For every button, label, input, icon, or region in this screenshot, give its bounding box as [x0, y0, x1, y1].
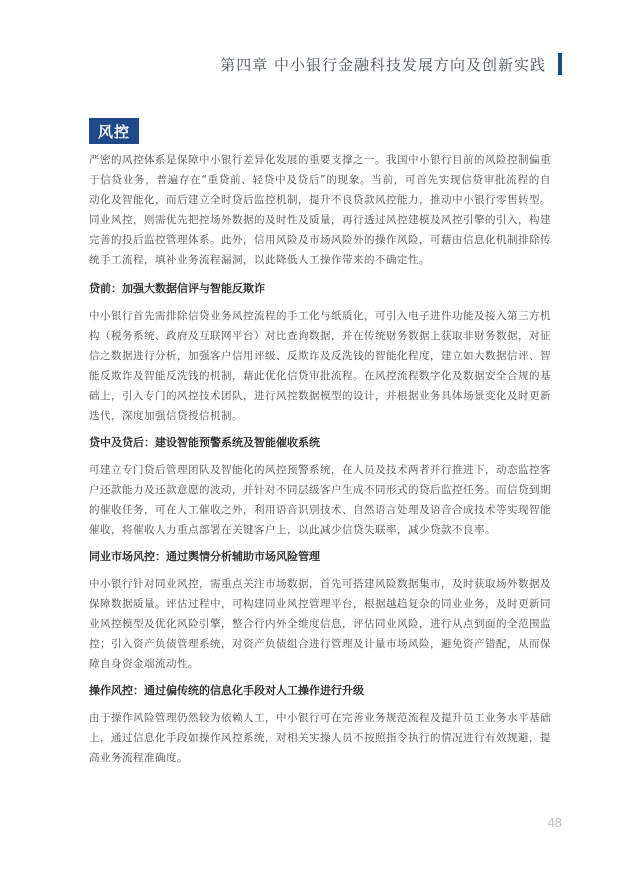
chapter-accent-bar [558, 53, 562, 75]
section-tag: 风控 [89, 118, 139, 144]
intro-paragraph: 严密的风控体系是保障中小银行差异化发展的重要支撑之一。我国中小银行目前的风险控制偏重于信贷业务，普遍存在“重贷前、轻贷中及贷后”的现象。当前，可首先实现信贷审批流程的自动化及智能化，而后建立全时贷后监控机制，提升不良贷款风控能力，推动中小银行零售转型。同业风控，则需优先把控场外数据的及时性及质量，再行透过风控建模及风控引擎的引入，构建完善的投后监控管理体系。此外，信用风险及市场风险外的操作风险，可藉由信息化机制排除传统手工流程，填补业务流程漏洞，以此降低人工操作带来的不确定性。 [89, 154, 551, 266]
subsection-heading-operational: 操作风控：通过偏传统的信息化手段对人工操作进行升级 [89, 684, 364, 697]
subsection-body-in-post-loan: 可建立专门贷后管理团队及智能化的风控预警系统，在人员及技术两者并行推进下，动态监控客户还款能力及还款意愿的波动，并针对不同层级客户生成不同形式的贷后监控任务。而信贷到期的催收任务，可在人工催收之外，利用语音识别技术、自然语言处理及语音合成技术等实现智能催收，将催收人力重点部署在关键客户上，以此减少信贷失联率，减少贷款不良率。 [89, 464, 551, 536]
subsection-heading-in-post-loan: 贷中及贷后：建设智能预警系统及智能催收系统 [89, 436, 320, 449]
subsection-heading-pre-loan: 贷前：加强大数据信评与智能反欺诈 [89, 282, 265, 295]
chapter-title: 第四章 中小银行金融科技发展方向及创新实践 [220, 55, 546, 74]
section-content [89, 150, 551, 768]
subsection-body-operational: 由于操作风险管理仍然较为依赖人工，中小银行可在完善业务规范流程及提升员工业务水平基础上，通过信息化手段如操作风控系统，对相关实操人员不按照指令执行的情况进行有效规避，提高业务流程准确度。 [89, 712, 551, 764]
subsection-body-pre-loan: 中小银行首先需排除信贷业务风控流程的手工化与纸质化，可引入电子进件功能及接入第三方机构（税务系统、政府及互联网平台）对比查询数据，并在传统财务数据上获取非财务数据，对征信之数据进行分析，加强客户信用评级、反欺诈及反洗钱的智能化程度，建立如大数据信评、智能反欺诈及智能反洗钱的机制，藉此优化信贷审批流程。在风控流程数字化及数据安全合规的基础上，引入专门的风控技术团队，进行风控数据模型的设计，并根据业务具体场景变化及时更新迭代，深度加强信贷授信机制。 [89, 310, 551, 422]
chapter-header [220, 49, 562, 79]
subsection-heading-interbank-market: 同业市场风控：通过舆情分析辅助市场风险管理 [89, 550, 320, 563]
subsection-body-interbank-market: 中小银行针对同业风控，需重点关注市场数据，首先可搭建风险数据集市，及时获取场外数据及保障数据质量。评估过程中，可构建同业风控管理平台，根据越趋复杂的同业业务，及时更新同业风控模型及优化风险引擎，整合行内外全维度信息，评估同业风险，进行从点到面的全范围监控；引入资产负债管理系统，对资产负债组合进行管理及计量市场风险，避免资产错配，从而保障自身资金端流动性。 [89, 578, 551, 670]
page-number: 48 [547, 815, 562, 830]
